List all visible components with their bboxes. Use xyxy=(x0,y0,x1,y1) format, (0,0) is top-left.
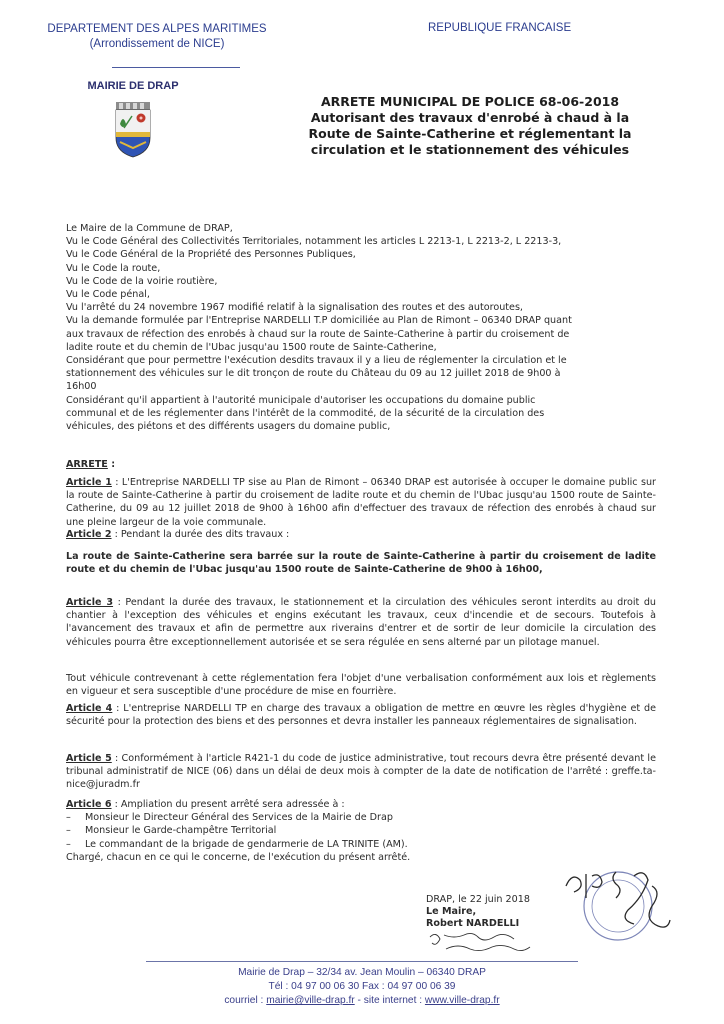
arrondissement: (Arrondissement de NICE) xyxy=(89,38,225,50)
visa-line: Vu la demande formulée par l'Entreprise NARDELLI T.P domiciliée au Plan de Rimont – 06340 DRAP quant xyxy=(66,315,572,327)
article-2-text: : Pendant la durée des dits travaux : xyxy=(111,529,290,540)
list-item: – Le commandant de la brigade de gendarmerie de LA TRINITE (AM). xyxy=(66,838,656,851)
article-4-text: : L'entreprise NARDELLI TP en charge des travaux a obligation de mettre en œuvre les règles d'hygiène et de sécurité pour la protection des biens et des personnes et devra installer les panneaux réglementaires de signalisation. xyxy=(66,703,657,728)
article-5-label: Article 5 xyxy=(66,753,112,764)
department-header xyxy=(32,22,282,52)
visa-line: stationnement des véhicules sur le dit tronçon de route du Château du 09 au 12 juillet 2018 de 9h00 à xyxy=(66,368,561,380)
visa-line: aux travaux de réfection des enrobés à chaud sur la route de Sainte-Catherine à partir du croisement de xyxy=(66,328,570,340)
article-6-label: Article 6 xyxy=(66,799,112,810)
arrete-heading xyxy=(66,458,115,471)
footer-phone: Tél : 04 97 00 06 30 Fax : 04 97 00 06 39 xyxy=(268,981,456,992)
visa-line: Considérant que pour permettre l'exécution desdits travaux il y a lieu de réglementer la circulation et le xyxy=(66,355,567,367)
arrete-label: ARRETE xyxy=(66,459,108,470)
decree-number: ARRETE MUNICIPAL DE POLICE 68-06-2018 xyxy=(320,94,620,109)
footer-mail-prefix: courriel : xyxy=(224,995,267,1006)
article-4-label: Article 4 xyxy=(66,703,113,714)
article-2-label: Article 2 xyxy=(66,529,112,540)
visa-line: 16h00 xyxy=(66,381,97,393)
signature-date: DRAP, le 22 juin 2018 xyxy=(426,894,530,905)
decree-subject-line1: Autorisant des travaux d'enrobé à chaud à la xyxy=(310,110,630,125)
visa-line: Vu le Code Général des Collectivités Territoriales, notamment les articles L 2213-1, L 2213-2, L 2213-3, xyxy=(66,236,562,248)
footer-contact xyxy=(140,994,584,1008)
article-3-label: Article 3 xyxy=(66,597,114,608)
article-3 xyxy=(66,596,656,649)
article-2-closure: La route de Sainte-Catherine sera barrée sur la route de Sainte-Catherine à partir du croisement de ladite route et du chemin de l'Ubac jusqu'au 1500 route de Sainte-Catherine de 9h00 à 16h00, xyxy=(66,551,656,576)
article-6-text: : Ampliation du present arrêté sera adressée à : xyxy=(111,799,345,810)
article-3-penalty: Tout véhicule contrevenant à cette réglementation fera l'objet d'une verbalisation conformément aux lois et règlements en vigueur et sera susceptible d'une procédure de mise en fourrière. xyxy=(66,673,656,698)
article-1-text: : L'Entreprise NARDELLI TP sise au Plan de Rimont – 06340 DRAP est autorisée à occuper le domaine public sur la route de Sainte-Catherine à partir du croisement de ladite route et du chemin de l'Ubac jusqu'au 1500 route de Sainte-Catherine, du 09 au 12 juillet 2018 de 9h00 à 16h00 afin d'effectuer des travaux de réfection des enrobés à chaud sur une pleine largeur de la voie communale. xyxy=(66,477,656,528)
visa-line: Le Maire de la Commune de DRAP, xyxy=(66,223,233,234)
decree-title xyxy=(300,94,640,158)
execution-clause: Chargé, chacun en ce qui le concerne, de l'exécution du présent arrêté. xyxy=(66,851,411,863)
visa-line: Vu le Code la route, xyxy=(66,262,161,274)
footer-address: Mairie de Drap – 32/34 av. Jean Moulin – 06340 DRAP xyxy=(238,967,486,978)
official-stamp-icon xyxy=(556,866,676,946)
handwritten-annotation xyxy=(426,929,556,957)
header-divider xyxy=(112,67,240,68)
article-5-text: : Conformément à l'article R421-1 du code de justice administrative, tout recours devra être présenté devant le tribunal administratif de NICE (06) dans un délai de deux mois à compter de la date de notification de l'arrêté : greffe.ta-nice@juradm.fr xyxy=(66,753,656,791)
decree-subject-line3: circulation et le stationnement des véhicules xyxy=(310,142,630,157)
article-1-label: Article 1 xyxy=(66,477,112,488)
visa-line: ladite route et du chemin de l'Ubac jusqu'au 1500 route de Sainte-Catherine, xyxy=(66,341,437,353)
republic-header: REPUBLIQUE FRANCAISE xyxy=(428,22,572,34)
visa-line: Vu l'arrêté du 24 novembre 1967 modifié relatif à la signalisation des routes et des autoroutes, xyxy=(66,302,523,314)
recipients-list xyxy=(66,811,656,851)
article-4 xyxy=(66,702,656,728)
visa-line: Vu le Code de la voirie routière, xyxy=(66,275,218,287)
article-5 xyxy=(66,752,656,792)
decree-subject-line2: Route de Sainte-Catherine et réglementant la xyxy=(308,126,632,141)
footer-site-prefix: - site internet : xyxy=(354,995,425,1006)
mairie-title: MAIRIE DE DRAP xyxy=(87,80,179,92)
article-1 xyxy=(66,476,656,529)
article-6 xyxy=(66,798,656,864)
signature-role: Le Maire, xyxy=(426,906,477,917)
signature-name: Robert NARDELLI xyxy=(426,918,520,929)
website-link[interactable]: www.ville-drap.fr xyxy=(424,995,500,1006)
list-item: – Monsieur le Garde-champêtre Territorial xyxy=(66,824,656,837)
footer-divider xyxy=(146,961,578,962)
visa-line: Considérant qu'il appartient à l'autorité municipale d'autoriser les occupations du domaine public xyxy=(66,394,536,406)
article-3-text: : Pendant la durée des travaux, le stationnement et la circulation des véhicules seront interdits au droit du chantier à l'exception des véhicules et engins exécutant les travaux, ceux d'incendie et de secours. Toutefois à l'avancement des travaux et afin de permettre aux riverains d'entrer et de sortir de leur domicile la circulation des véhicules pourra être exceptionnellement autorisée et se sera régulée en sens alterné par un pilotage manuel. xyxy=(66,597,657,648)
coat-of-arms-icon xyxy=(114,102,152,158)
email-link[interactable]: mairie@ville-drap.fr xyxy=(266,995,355,1006)
list-item: – Monsieur le Directeur Général des Services de la Mairie de Drap xyxy=(66,811,656,824)
visa-line: Vu le Code Général de la Propriété des Personnes Publiques, xyxy=(66,249,356,261)
article-2 xyxy=(66,528,656,541)
visa-line: communal et de les réglementer dans l'intérêt de la commodité, de la sécurité de la circulation des xyxy=(66,407,545,419)
arrete-colon: : xyxy=(107,459,116,470)
department-name: DEPARTEMENT DES ALPES MARITIMES xyxy=(47,23,267,35)
footer xyxy=(140,966,584,1008)
visa-line: Vu le Code pénal, xyxy=(66,289,150,301)
visas-section xyxy=(66,222,666,433)
visa-line: véhicules, des piétons et des différents usagers du domaine public, xyxy=(66,421,391,433)
